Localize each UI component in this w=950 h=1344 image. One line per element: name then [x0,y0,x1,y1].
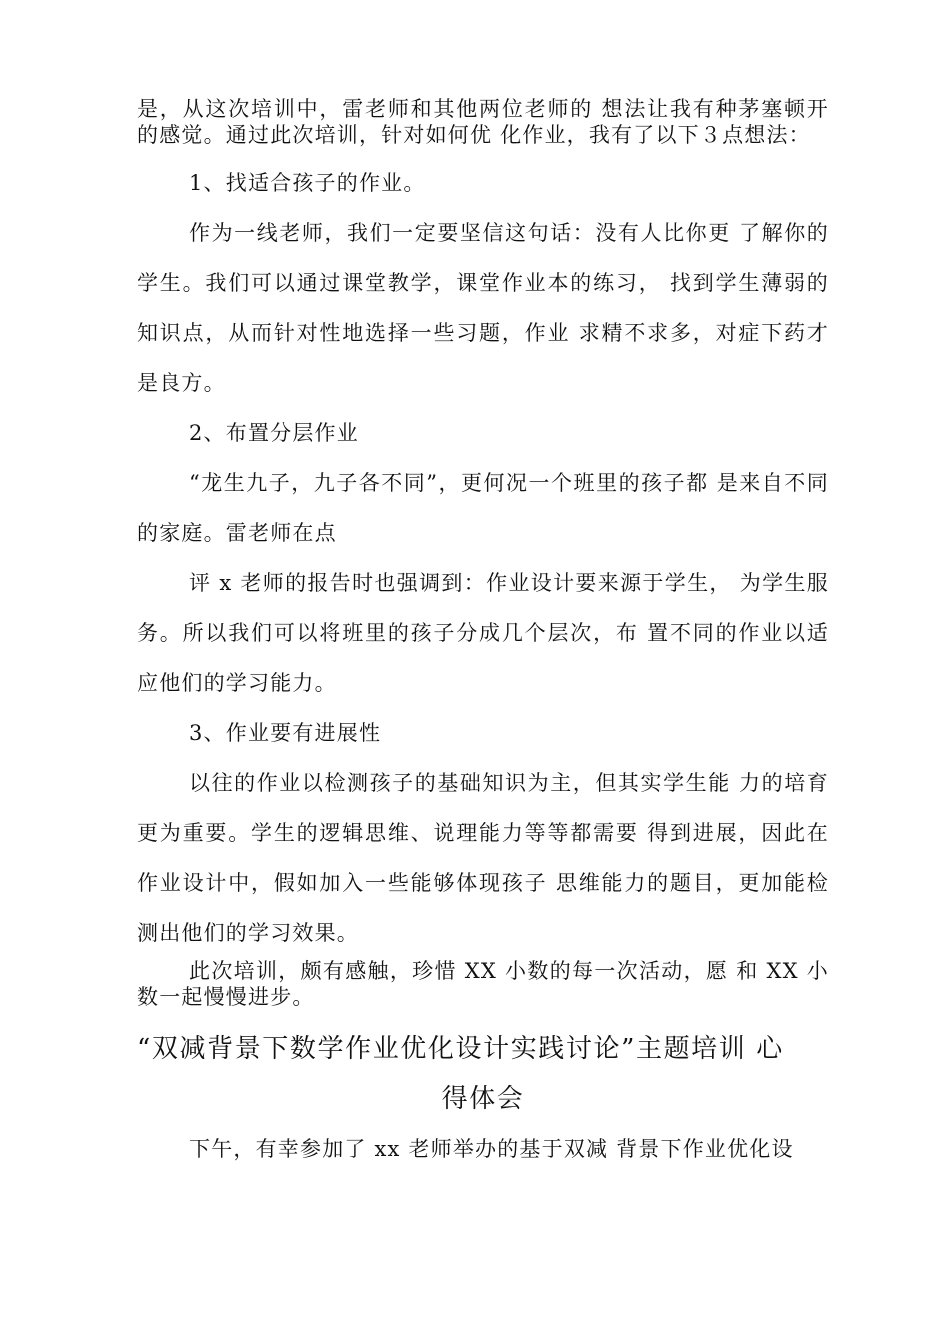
item2-body-part2: 评 x 老师的报告时也强调到：作业设计要来源于学生， 为学生服务。所以我们可以将班里的孩子分成几个层次，布 置不同的作业以适应他们的学习能力。 [137,571,829,695]
section-heading-line1: “双减背景下数学作业优化设计实践讨论”主题培训 心 [137,1034,784,1064]
paragraph-intro: 是，从这次培训中，雷老师和其他两位老师的 想法让我有种茅塞顿开的感觉。通过此次培训，针对如何优 化作业，我有了以下３点想法： [137,97,829,147]
final-paragraph: 下午，有幸参加了 xx 老师举办的基于双减 背景下作业优化设 [189,1137,794,1161]
closing-paragraph: 此次培训，颇有感触，珍惜 XX 小数的每一次活动，愿 和 XX 小数一起慢慢进步。 [137,959,829,1009]
item2-body-part1: “龙生九子，九子各不同”，更何况一个班里的孩子都 是来自不同的家庭。雷老师在点 [137,471,829,545]
item1-title: 1、找适合孩子的作业。 [189,171,426,195]
item2-title: 2、布置分层作业 [189,421,359,445]
section-heading [137,1024,829,1124]
document-body [137,96,829,1174]
item3-body: 以往的作业以检测孩子的基础知识为主，但其实学生能 力的培育更为重要。学生的逻辑思维、说理能力等等都需要 得到进展，因此在作业设计中，假如加入一些能够体现孩子 思维能力的题目，更加能检测出他们的学习效果。 [137,771,829,945]
item1-body: 作为一线老师，我们一定要坚信这句话：没有人比你更 了解你的学生。我们可以通过课堂教学，课堂作业本的练习， 找到学生薄弱的知识点，从而针对性地选择一些习题，作业 求精不求多，对症下药才是良方。 [137,221,829,395]
section-heading-line2: 得体会 [441,1084,525,1114]
item3-title: 3、作业要有进展性 [189,721,382,745]
